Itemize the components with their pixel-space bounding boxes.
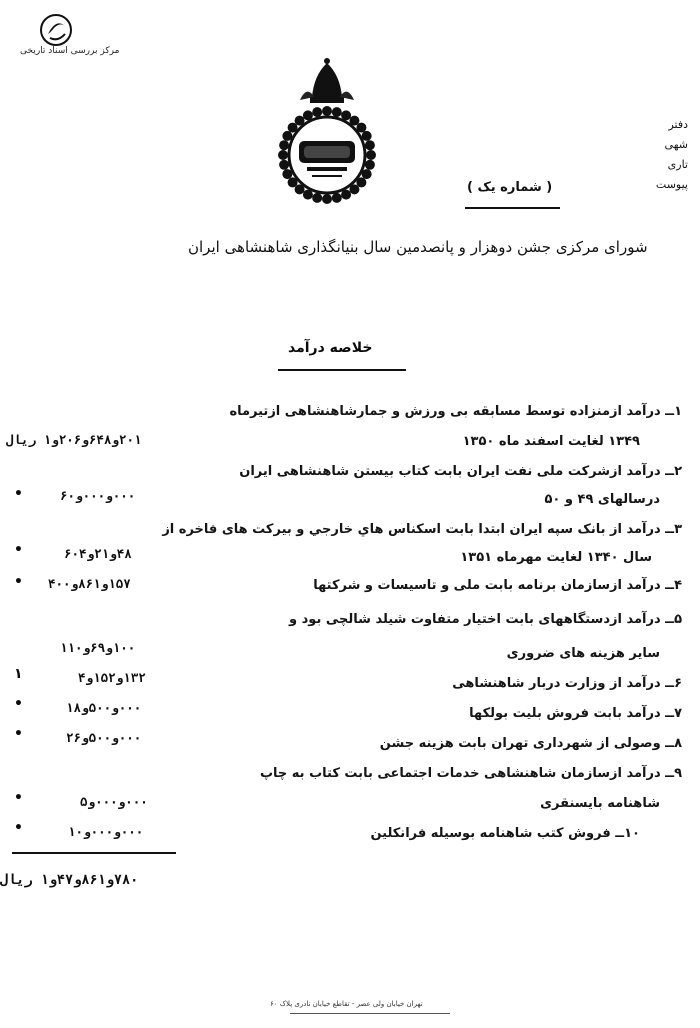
income-item: ۶ــ درآمد از وزارت دربار شاهنشاهی: [452, 676, 682, 691]
total-amount: ۷۸۰و۸۶۱و۴۷و۱ ریال: [0, 872, 139, 888]
income-item: ۸ــ وصولی از شهرداری تهران بابت هزینه جشن: [379, 736, 682, 751]
income-item-continuation: شاهنامه بایسنقری: [540, 796, 660, 811]
heading-underline: [278, 369, 406, 371]
emblem-bead: [312, 193, 322, 203]
income-item-continuation: ۱۳۴۹ لغایت اسفند ماه ۱۳۵۰: [462, 434, 640, 449]
income-item: ۹ــ درآمد ازسازمان شاهنشاهی خدمات اجتماعی بابت کتاب به چاپ: [259, 766, 682, 781]
item-amount: ۰۰۰و۰۰۰و۵: [80, 794, 148, 809]
item-amount: ۰۰۰و۰۰۰و۱۰: [68, 824, 144, 839]
income-item-continuation: سایر هزینه های ضروری: [506, 646, 660, 661]
income-item: ۱ــ درآمد ازمنزاده توسط مسابقه بی ورزش و جمارشاهنشاهی ازتیرماه: [229, 404, 682, 419]
check-mark: •: [14, 574, 23, 590]
total-divider: [12, 852, 176, 854]
side-stamp-line: شهی: [664, 138, 688, 151]
check-mark: •: [14, 790, 23, 806]
income-item: ۲ــ درآمد ازشرکت ملی نفت ایران بابت کتاب بیستن شاهنشاهی ایران: [239, 464, 682, 479]
side-stamp-line: پیوست: [655, 178, 688, 191]
item-amount: ۱۳۲و۱۵۲و۴: [78, 670, 146, 685]
organization-title: شورای مرکزی جشن دوهزار و پانصدمین سال بنیانگذاری شاهنشاهی ایران: [188, 238, 648, 256]
emblem-bead: [332, 107, 342, 117]
archive-logo-icon: [38, 12, 74, 48]
side-stamp-line: دفتر: [668, 118, 688, 131]
check-mark: •: [14, 486, 23, 502]
item-amount: ۰۰۰و۵۰۰و۲۶: [66, 730, 142, 745]
watermark-text: مرکز بررسی اسناد تاریخی: [20, 46, 120, 56]
income-item: ۴ــ درآمد ازسازمان برنامه بابت ملی و تاسیسات و شرکتها: [313, 578, 682, 593]
item-amount: ۱۰۰و۶۹و۱۱۰: [60, 640, 136, 655]
page-heading: خلاصه درآمد: [288, 340, 373, 356]
item-amount: ۱۵۷و۸۶۱و۴۰۰: [48, 576, 131, 591]
item-amount: ۰۰۰و۰۰۰و۶۰: [60, 488, 136, 503]
check-mark: •: [14, 542, 23, 558]
check-mark: ۱: [14, 666, 23, 682]
check-mark: •: [14, 696, 23, 712]
emblem-bead: [279, 160, 289, 170]
emblem-bead: [312, 107, 322, 117]
badge-underline: [465, 207, 560, 209]
income-item: ۵ــ درآمد ازدستگاههای بابت اختیار متفاوت شیلد شالچی بود و: [289, 612, 682, 627]
emblem-bead: [279, 140, 289, 150]
emblem-bead: [365, 140, 375, 150]
income-item-continuation: سال ۱۳۴۰ لغایت مهرماه ۱۳۵۱: [460, 550, 652, 565]
emblem-bead: [278, 150, 288, 160]
emblem-bead: [365, 160, 375, 170]
income-item: ۱۰ــ فروش کتب شاهنامه بوسیله فرانکلین: [370, 826, 640, 841]
check-mark: •: [14, 820, 23, 836]
income-item-continuation: درسالهای ۴۹ و ۵۰: [544, 492, 660, 507]
footer-address: تهران خیابان ولی عصر - تقاطع خیابان نادری پلاک ۶۰: [270, 1000, 423, 1008]
income-item: ۳ــ درآمد از بانک سپه ایران ابتدا بابت اسکناس هاي خارجي و بیرکت های فاخره از: [162, 522, 682, 537]
emblem-bead: [322, 106, 332, 116]
emblem-bead: [366, 150, 376, 160]
imperial-emblem-icon: [252, 55, 402, 205]
emblem-bead: [322, 194, 332, 204]
item-amount: ۲۰۱و۶۴۸و۲۰۶و۱ ریال: [6, 432, 142, 447]
document-number-badge: ( شماره یک ): [467, 180, 553, 195]
check-mark: •: [14, 726, 23, 742]
item-amount: ۴۸و۲۱و۶۰۴: [64, 546, 132, 561]
footer-underline: [290, 1013, 450, 1014]
item-amount: ۰۰۰و۵۰۰و۱۸: [66, 700, 142, 715]
income-item: ۷ــ درآمد بابت فروش بلیت بولکها: [469, 706, 682, 721]
emblem-bead: [332, 193, 342, 203]
side-stamp-line: تاری: [667, 158, 688, 171]
